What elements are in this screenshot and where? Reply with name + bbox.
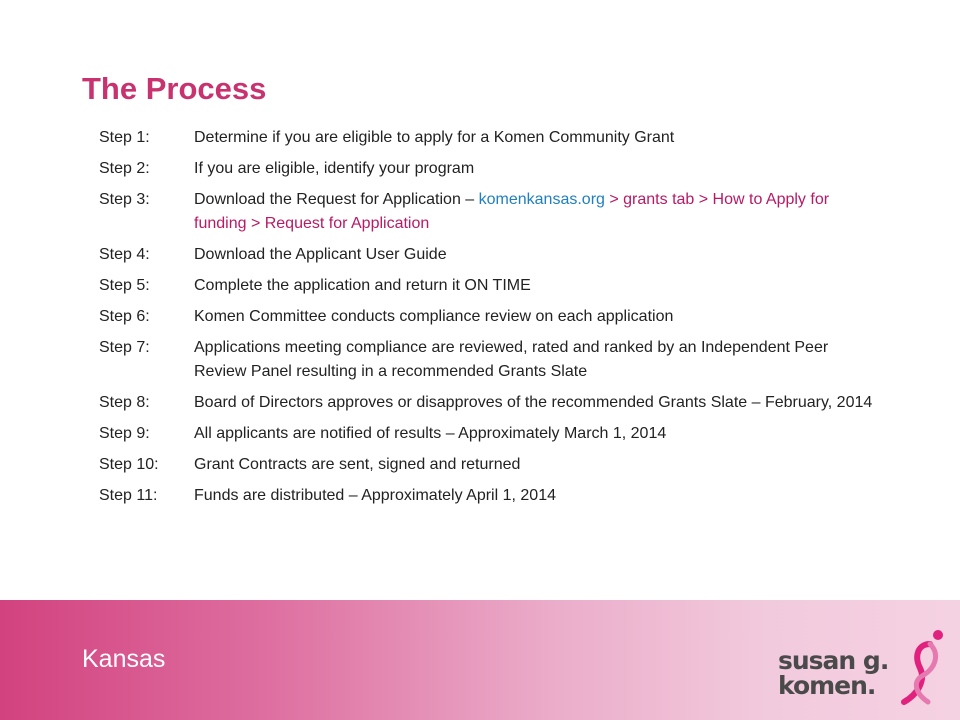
step-text: Grant Contracts are sent, signed and returned: [194, 456, 521, 473]
step-text: Komen Committee conducts compliance review on each application: [194, 308, 674, 325]
step-text: Applications meeting compliance are reviewed, rated and ranked by an Independent Peer Review Panel resulting in a recommended Grants Slate: [194, 339, 829, 380]
step-text: [194, 188, 874, 236]
step-label: Step 1:: [99, 129, 150, 146]
step-label: Step 9:: [99, 425, 150, 442]
komenkansas-link[interactable]: komenkansas.org: [478, 191, 605, 208]
step-item: [99, 453, 899, 477]
step-item: [99, 274, 899, 298]
step-text: Funds are distributed – Approximately April 1, 2014: [194, 487, 556, 504]
step-item: [99, 243, 899, 267]
step-text-prefix: Download the Request for Application –: [194, 191, 479, 208]
step-text: Determine if you are eligible to apply for a Komen Community Grant: [194, 129, 675, 146]
navigation-path-link[interactable]: > grants tab > How to Apply for funding > Request for Application: [194, 191, 830, 232]
logo-wordmark: [778, 648, 888, 698]
step-label: Step 11:: [99, 487, 158, 504]
step-item: [99, 188, 899, 236]
step-item: [99, 391, 899, 415]
susan-g-komen-logo: [776, 628, 948, 708]
logo-line-2: komen.: [778, 671, 876, 700]
step-label: Step 6:: [99, 308, 150, 325]
step-label: Step 2:: [99, 160, 150, 177]
step-item: [99, 336, 899, 384]
step-label: Step 5:: [99, 277, 150, 294]
region-label: Kansas: [82, 645, 166, 673]
step-item: [99, 126, 899, 150]
step-label: Step 10:: [99, 456, 159, 473]
step-label: Step 4:: [99, 246, 150, 263]
step-item: [99, 422, 899, 446]
step-label: Step 7:: [99, 339, 150, 356]
step-label: Step 3:: [99, 191, 150, 208]
step-text: All applicants are notified of results – Approximately March 1, 2014: [194, 425, 667, 442]
step-item: [99, 484, 899, 508]
step-text: Board of Directors approves or disapproves of the recommended Grants Slate – February, 2014: [194, 394, 873, 411]
step-item: [99, 157, 899, 181]
logo-line-1: susan g.: [778, 646, 889, 675]
slide-title: The Process: [82, 71, 267, 106]
process-steps-list: [99, 126, 899, 515]
step-text: Download the Applicant User Guide: [194, 246, 447, 263]
step-item: [99, 305, 899, 329]
pink-ribbon-runner-icon: [896, 628, 948, 706]
step-label: Step 8:: [99, 394, 150, 411]
step-text: If you are eligible, identify your program: [194, 160, 475, 177]
step-text: Complete the application and return it ON TIME: [194, 277, 531, 294]
